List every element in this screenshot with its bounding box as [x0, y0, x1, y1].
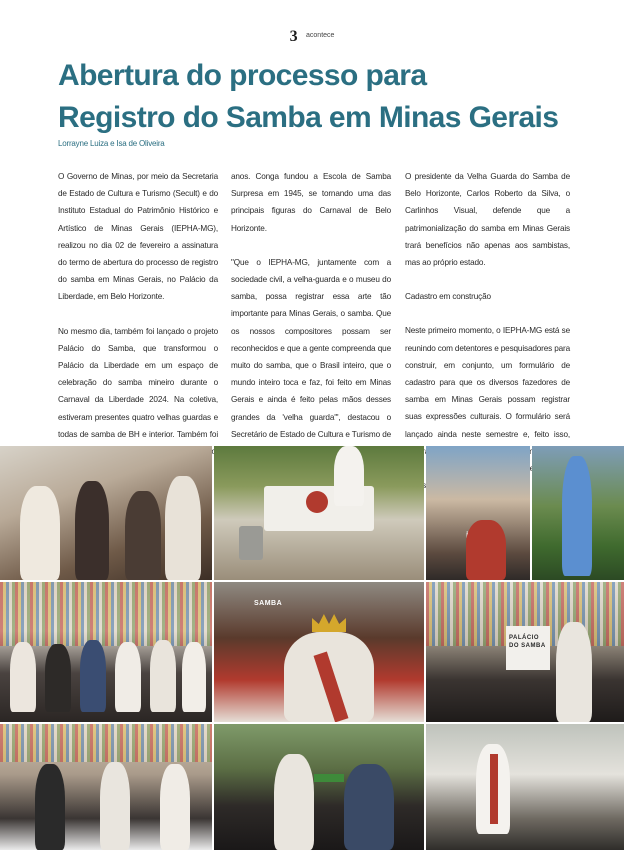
shirt-text: PALÁCIO DO SAMBA — [509, 635, 546, 649]
photo-iepha-celebration — [426, 446, 530, 580]
column-2 — [231, 168, 391, 477]
photo-palacio-shirt — [426, 582, 624, 722]
column-1 — [58, 168, 218, 477]
subheading: Cadastro em construção — [405, 292, 491, 302]
article-body — [58, 168, 570, 440]
article-title-line-1: Abertura do processo para — [58, 59, 427, 92]
photo-garden-costume — [532, 446, 624, 580]
article-title — [58, 55, 578, 139]
paragraph: O presidente da Velha Guarda do Samba de Belo Horizonte, Carlos Roberto da Silva, o Carlinhos Visual, defende que a patrimonialização do samba em Minas Gerais trará benefícios não apenas aos sambistas, mas ao próprio estado. — [405, 172, 570, 268]
byline: Lorrayne Luiza e Isa de Oliveira — [58, 139, 165, 148]
page-header — [0, 28, 624, 46]
photo-press-interview — [214, 724, 424, 850]
article-title-line-2: Registro do Samba em Minas Gerais — [58, 101, 559, 134]
section-name: acontece — [306, 32, 335, 39]
paragraph: anos. Conga fundou a Escola de Samba Surpresa em 1945, se tornando uma das principais figuras do Carnaval de Belo Horizonte. — [231, 172, 391, 233]
photo-audience-group — [0, 724, 212, 850]
photo-costume-display — [426, 724, 624, 850]
photo-instruments-table — [214, 446, 424, 580]
samba-sign-text: SAMBA — [254, 600, 283, 607]
paragraph: Neste primeiro momento, o IEPHA-MG está se reunindo com detentores e pesquisadores para construir, em conjunto, um formulário de cadastro para que os diversos fazedores de samba em Minas Gerais possam registrar suas expressões culturais. O formulário será lançado ainda neste semestre e, feito isso, — [405, 326, 570, 439]
paragraph: O Governo de Minas, por meio da Secretaria de Estado de Cultura e Turismo (Secult) e do Instituto Estadual do Patrimônio Histórico e Artístico de Minas Gerais (IEPHA-MG), realizou no dia 02 de fevereiro a assinatura do termo de abertura do processo de registro do samba em Minas Gerais, no Palácio da Liberdade, em Belo Horizonte. — [58, 172, 218, 302]
photo-musicians — [0, 446, 212, 580]
quote-paragraph: "Que o IEPHA-MG, juntamente com a sociedade civil, a velha-guarda e o museu do samba, possa registrar essa arte tão importante para Minas Gerais, o samba. Que os nossos compositores possam ser reconhecidos e que a gente compreenda que muito do samba, que o Brasil inteiro, que o mundo inteiro toca e faz, foi feito em Minas Gerais e ainda é feito pelas mãos desses grandes da 'velha guarda'", destacou o Secretário de Estado de Cultura e Turismo de — [231, 257, 391, 439]
photo-mestre-conga-crowned — [214, 582, 424, 722]
paragraph: No mesmo dia, também foi lançado o projeto Palácio do Samba, que transformou o Palácio da Liberdade em um espaço de celebração do samba mineiro durante o Carnaval da Liberdade 2024. Na coletiva, estiveram presentes quatro velhas guardas e todas de samba de BH e interior. Também foi — [58, 326, 218, 439]
page-number: 3 — [289, 28, 298, 45]
photo-velha-guarda-panel — [0, 582, 212, 722]
photo-gallery — [0, 446, 624, 850]
